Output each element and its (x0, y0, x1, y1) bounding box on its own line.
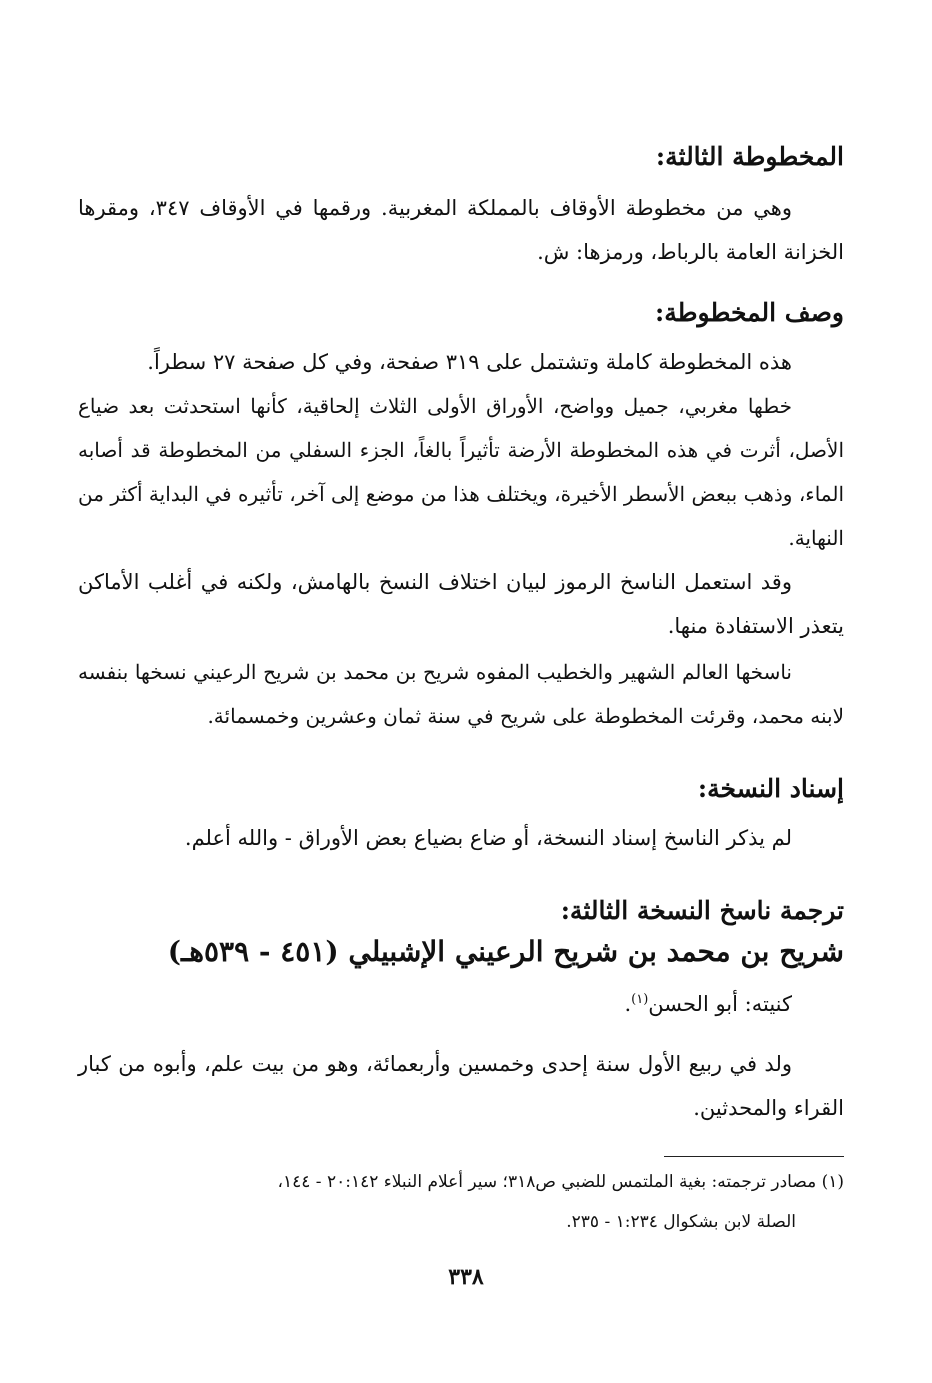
footnote-line-1: (١) مصادر ترجمته: بغية الملتمس للضبي ص٣١٨؛ سير أعلام النبلاء ٢٠:١٤٢ - ١٤٤، (277, 1172, 844, 1192)
description-paragraph-4: ناسخها العالم الشهير والخطيب المفوه شريح بن محمد بن شريح الرعيني نسخها بنفسه لابنه محمد، وقرئت المخطوطة على شريح في سنة ثمان وعشرين وخمسمائة. (78, 660, 844, 728)
footnote-line-2: الصلة لابن بشكوال ١:٢٣٤ - ٢٣٥. (566, 1212, 796, 1232)
footnote-reference: (١) (631, 992, 649, 1007)
description-heading: وصف المخطوطة: (655, 298, 844, 327)
manuscript-three-heading: المخطوطة الثالثة: (655, 142, 844, 171)
footnote (78, 1162, 844, 1242)
isnad-heading: إسناد النسخة: (697, 774, 844, 803)
description-paragraph-3: وقد استعمل الناسخ الرموز لبيان اختلاف النسخ بالهامش، ولكنه في أغلب الأماكن يتعذر الاستفادة منها. (78, 570, 844, 638)
manuscript-three-text: وهي من مخطوطة الأوقاف بالمملكة المغربية. ورقمها في الأوقاف ٣٤٧، ومقرها الخزانة العامة بالرباط، ورمزها: ش. (78, 196, 844, 264)
description-paragraph-2: خطها مغربي، جميل وواضح، الأوراق الأولى الثلاث إلحاقية، كأنها استحدثت بعد ضياع الأصل، أثرت في هذه المخطوطة الأرضة تأثيراً بالغاً، الجزء السفلي من المخطوطة قد أصابه الماء، وذهب ببعض الأسطر الأخيرة، ويختلف هذا من موضع إلى آخر، تأثيره في البداية أكثر من النهاية. (78, 394, 845, 550)
isnad-text: لم يذكر الناسخ إسناد النسخة، أو ضاع بضياع بعض الأوراق - والله أعلم. (184, 826, 792, 850)
kunya-period: . (624, 992, 632, 1016)
biography-name-heading: شريح بن محمد بن شريح الرعيني الإشبيلي (٤٥١ - ٥٣٩هـ) (167, 935, 844, 968)
description-paragraph-1: هذه المخطوطة كاملة وتشتمل على ٣١٩ صفحة، وفي كل صفحة ٢٧ سطراً. (147, 350, 792, 374)
kunya-text: كنيته: أبو الحسن (648, 992, 792, 1016)
page-number: ٣٣٨ (448, 1264, 484, 1290)
kunya-line (78, 982, 844, 1026)
biography-heading: ترجمة ناسخ النسخة الثالثة: (560, 896, 844, 925)
footnote-divider (664, 1156, 844, 1157)
birth-paragraph: ولد في ربيع الأول سنة إحدى وخمسين وأربعمائة، وهو من بيت علم، وأبوه من كبار القراء والمحدثين. (78, 1052, 844, 1120)
